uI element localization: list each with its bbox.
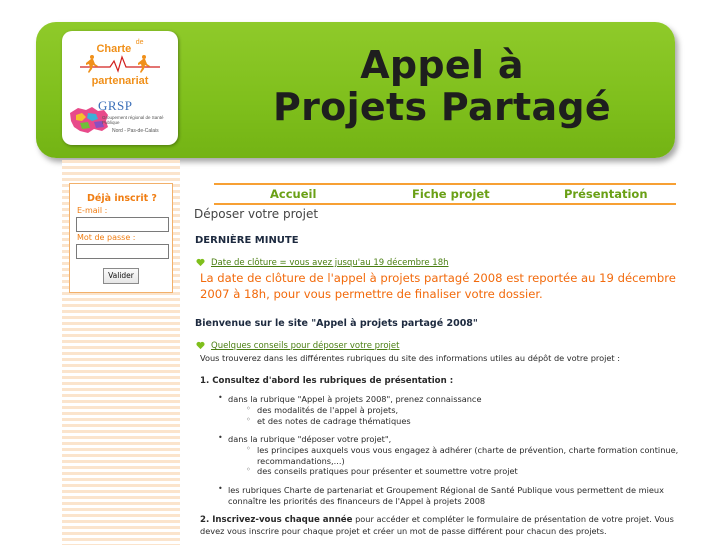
step-1-item-1: dans la rubrique "Appel à projets 2008", prenez connaissance [228, 394, 482, 404]
login-title: Déjà inscrit ? [87, 193, 157, 204]
cloture-announcement: La date de clôture de l'appel à projets partagé 2008 est reportée au 19 décembre 2007 à 18h, pour vous permettre de finaliser votre dossier. [200, 271, 676, 301]
step-1-item-1-sub-1: des modalités de l'appel à projets, [257, 405, 399, 415]
password-field[interactable] [76, 244, 169, 259]
bullet-dot: • [218, 393, 223, 402]
welcome-heading: Bienvenue sur le site "Appel à projets partagé 2008" [195, 318, 478, 329]
title-line-1: Appel à [360, 43, 524, 87]
logo-grsp-subtitle: Groupement régional de Santé Publique [102, 115, 164, 125]
step-1-item-2: dans la rubrique "déposer votre projet", [228, 434, 392, 444]
sub-bullet-circle: ◦ [246, 404, 251, 413]
sub-bullet-circle: ◦ [246, 415, 251, 424]
nav-presentation[interactable]: Présentation [564, 187, 648, 201]
sub-bullet-circle: ◦ [246, 465, 251, 474]
step-1-item-1-sub-2: et des notes de cadrage thématiques [257, 416, 411, 426]
logo-de-word: de [135, 39, 144, 46]
step-2-text: pour accéder et compléter le formulaire de présentation de votre projet. Vous devez vous inscrire pour chaque projet et créer un mot de passe différent pour chacun des projets. [200, 514, 674, 536]
validate-button[interactable]: Valider [103, 268, 139, 284]
logo-region-text: Nord - Pas-de-Calais [112, 128, 159, 134]
page-title [232, 44, 652, 128]
title-line-2: Projets Partagé [272, 85, 611, 129]
section-heading: Déposer votre projet [194, 207, 319, 221]
email-label: E-mail : [77, 206, 108, 215]
conseils-link[interactable]: Quelques conseils pour déposer votre projet [211, 341, 400, 351]
sub-bullet-circle: ◦ [246, 444, 251, 453]
step-1-item-2-sub-1: les principes auxquels vous vous engagez à adhérer (charte de prévention, charte formation continue, recommandations,...) [257, 445, 679, 466]
logo-grsp-text: GRSP [98, 98, 133, 113]
nav-fiche-projet[interactable]: Fiche projet [412, 187, 490, 201]
nav-bottom-border [214, 203, 676, 205]
step-1-item-2-sub-2: des conseils pratiques pour présenter et soumettre votre projet [257, 466, 518, 476]
password-label: Mot de passe : [77, 233, 136, 242]
charte-partenariat-logo[interactable] [62, 31, 178, 145]
step-1-title: 1. Consultez d'abord les rubriques de présentation : [200, 376, 454, 386]
nav-top-border [214, 183, 676, 185]
cloture-link[interactable]: Date de clôture = vous avez jusqu'au 19 décembre 18h [211, 258, 449, 268]
login-panel [69, 183, 173, 293]
intro-text: Vous trouverez dans les différentes rubriques du site des informations utiles au dépôt de votre projet : [200, 353, 620, 363]
runner-heartbeat-icon [80, 53, 160, 75]
green-heart-icon [196, 341, 205, 350]
step-2-paragraph [200, 514, 700, 536]
email-field[interactable] [76, 217, 169, 232]
green-heart-icon [196, 258, 205, 267]
step-2-title: 2. Inscrivez-vous chaque année [200, 515, 353, 525]
bullet-dot: • [218, 484, 223, 493]
logo-partenariat-text: partenariat [91, 75, 149, 87]
derniere-minute-heading: DERNIÈRE MINUTE [195, 235, 299, 246]
step-1-item-3: les rubriques Charte de partenariat et Groupement Régional de Santé Publique vous permettent de mieux connaître les priorités des financeurs de l'Appel à projets 2008 [228, 485, 664, 506]
logo-charte-word: Charte [96, 43, 132, 55]
bullet-dot: • [218, 433, 223, 442]
nav-accueil[interactable]: Accueil [270, 187, 317, 201]
